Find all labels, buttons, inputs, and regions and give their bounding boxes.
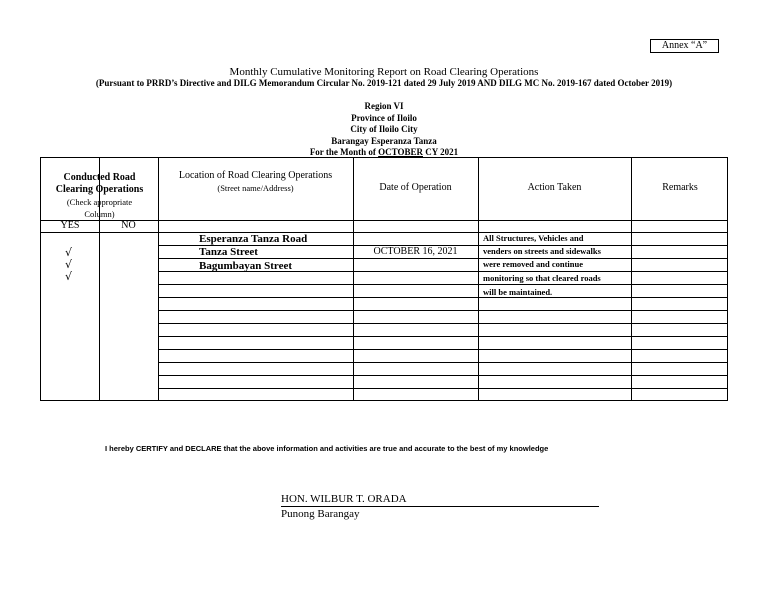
row-line: [158, 362, 727, 363]
action-line: were removed and continue: [483, 259, 584, 269]
certification-statement: I hereby CERTIFY and DECLARE that the above information and activities are true and accurate to the best of my knowledge: [105, 444, 549, 453]
report-table: [40, 157, 728, 401]
row-line: [158, 388, 727, 389]
month-prefix: For the Month of: [309, 147, 379, 157]
conducted-header-line1: Conducted Road: [63, 172, 136, 183]
check-mark-yes: √: [65, 270, 73, 283]
report-title: Monthly Cumulative Monitoring Report on Road Clearing Operations: [229, 66, 539, 78]
date-cell: OCTOBER 16, 2021: [373, 246, 458, 257]
check-mark-yes: √: [65, 246, 73, 259]
row-line: [158, 323, 727, 324]
row-line: [158, 375, 727, 376]
location-cell: Tanza Street: [199, 246, 258, 258]
col-divider: [631, 158, 632, 400]
row-line: [158, 349, 727, 350]
city-label: City of Iloilo City: [350, 124, 418, 134]
annex-label: Annex “A”: [650, 39, 719, 53]
action-line: monitoring so that cleared roads: [483, 273, 601, 283]
action-line: will be maintained.: [483, 287, 553, 297]
month-suffix: CY 2021: [423, 147, 459, 157]
row-line: [41, 232, 727, 233]
action-line: venders on streets and sidewalks: [483, 246, 601, 256]
signatory-name: HON. WILBUR T. ORADA: [281, 493, 599, 507]
signatory-position: Punong Barangay: [281, 508, 360, 520]
report-location-block: [0, 101, 768, 159]
check-mark-yes: √: [65, 258, 73, 271]
region-label: Region VI: [364, 101, 404, 111]
month-value: OCTOBER: [378, 147, 423, 157]
report-subtitle: (Pursuant to PRRD’s Directive and DILG Memorandum Circular No. 2019-121 dated 29 July 2019 AND DILG MC No. 2019-167 dated October 2019): [95, 78, 673, 88]
row-line: [158, 336, 727, 337]
row-line: [158, 258, 727, 259]
col-divider: [353, 158, 354, 400]
col-divider: [478, 158, 479, 400]
action-line: All Structures, Vehicles and: [483, 233, 584, 243]
conducted-header: [41, 172, 158, 220]
conducted-header-line3: (Check appropriate: [66, 197, 133, 207]
location-header-title: Location of Road Clearing Operations: [178, 170, 333, 181]
location-cell: Bagumbayan Street: [199, 260, 292, 272]
barangay-label: Barangay Esperanza Tanza: [331, 135, 437, 146]
row-line: [158, 310, 727, 311]
remarks-header: Remarks: [662, 182, 698, 193]
province-label: Province of Iloilo: [351, 112, 417, 123]
location-header: [158, 170, 353, 194]
date-header: Date of Operation: [379, 182, 452, 193]
row-line: [158, 297, 727, 298]
conducted-header-line2: Clearing Operations: [55, 184, 144, 195]
location-cell: Esperanza Tanza Road: [199, 233, 308, 245]
yes-header: YES: [60, 220, 80, 231]
action-header: Action Taken: [527, 182, 582, 193]
row-line: [158, 284, 727, 285]
conducted-header-line4: Column): [84, 209, 115, 219]
no-header: NO: [121, 220, 136, 231]
location-header-sub: (Street name/Address): [217, 183, 294, 193]
col-divider: [158, 158, 159, 400]
